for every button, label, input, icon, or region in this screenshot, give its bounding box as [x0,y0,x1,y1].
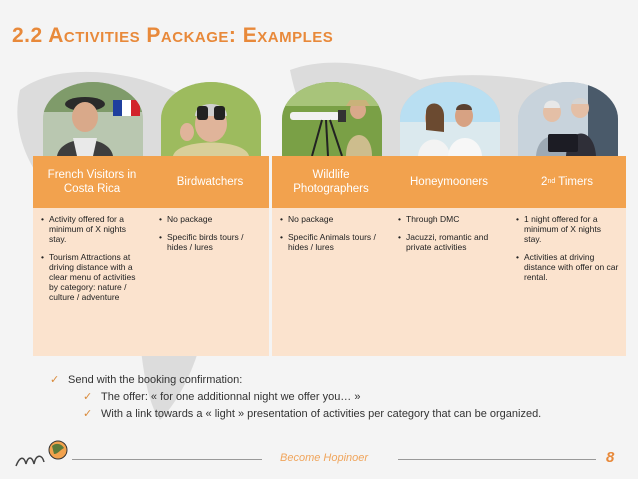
column-body [508,208,626,356]
column-body [390,208,508,356]
footer-divider-left [72,459,262,460]
footer-divider-right [398,459,596,460]
note-main [50,372,541,389]
footer-tagline: Become Hopinoer [280,452,369,464]
header-ordinal: 2 [541,176,548,188]
note-text: The offer: « for one additionnal night we offer you… » [101,391,361,403]
photo-wildlife-photographer [282,82,382,156]
list-item: • Jacuzzi, romantic and private activities [398,232,502,252]
photo-french-visitor [43,82,143,156]
list-item: • No package [280,214,384,224]
notes-section [50,372,541,423]
page-title: 2.2 Activities Package: Examples [12,24,334,47]
list-item: • Tourism Attractions at driving distance with a clear menu of activities by category: nature / culture / adventure [41,252,145,302]
note-sub [83,406,541,423]
checkmark-icon: ✓ [83,391,93,403]
checkmark-icon: ✓ [50,374,60,386]
list-item: • Activities at driving distance with offer on car rental. [516,252,620,282]
note-sub [83,389,541,406]
column-body [151,208,269,356]
list-item: • Through DMC [398,214,502,224]
header-rest: Timers [555,176,593,188]
column-header: Wildlife Photographers [272,156,390,208]
column-header: French Visitors in Costa Rica [33,156,151,208]
page-number: 8 [606,449,615,466]
note-text: Send with the booking confirmation: [68,374,243,386]
column-header: Honeymooners [390,156,508,208]
note-text: With a link towards a « light » presentation of activities per category that can be organized. [101,408,542,420]
photo-second-timers [518,82,618,156]
checkmark-icon: ✓ [83,408,93,420]
photo-honeymooners [400,82,500,156]
hopinoer-logo-icon [14,436,70,472]
list-item: • Activity offered for a minimum of X nights stay. [41,214,145,244]
list-item: • Specific Animals tours / hides / lures [280,232,384,252]
column-body [272,208,390,356]
column-header: 2 nd Timers [508,156,626,208]
list-item: • No package [159,214,263,224]
list-item: • Specific birds tours / hides / lures [159,232,263,252]
column-header: Birdwatchers [151,156,269,208]
photo-birdwatcher [161,82,261,156]
column-body [33,208,151,356]
list-item: • 1 night offered for a minimum of X nights stay. [516,214,620,244]
